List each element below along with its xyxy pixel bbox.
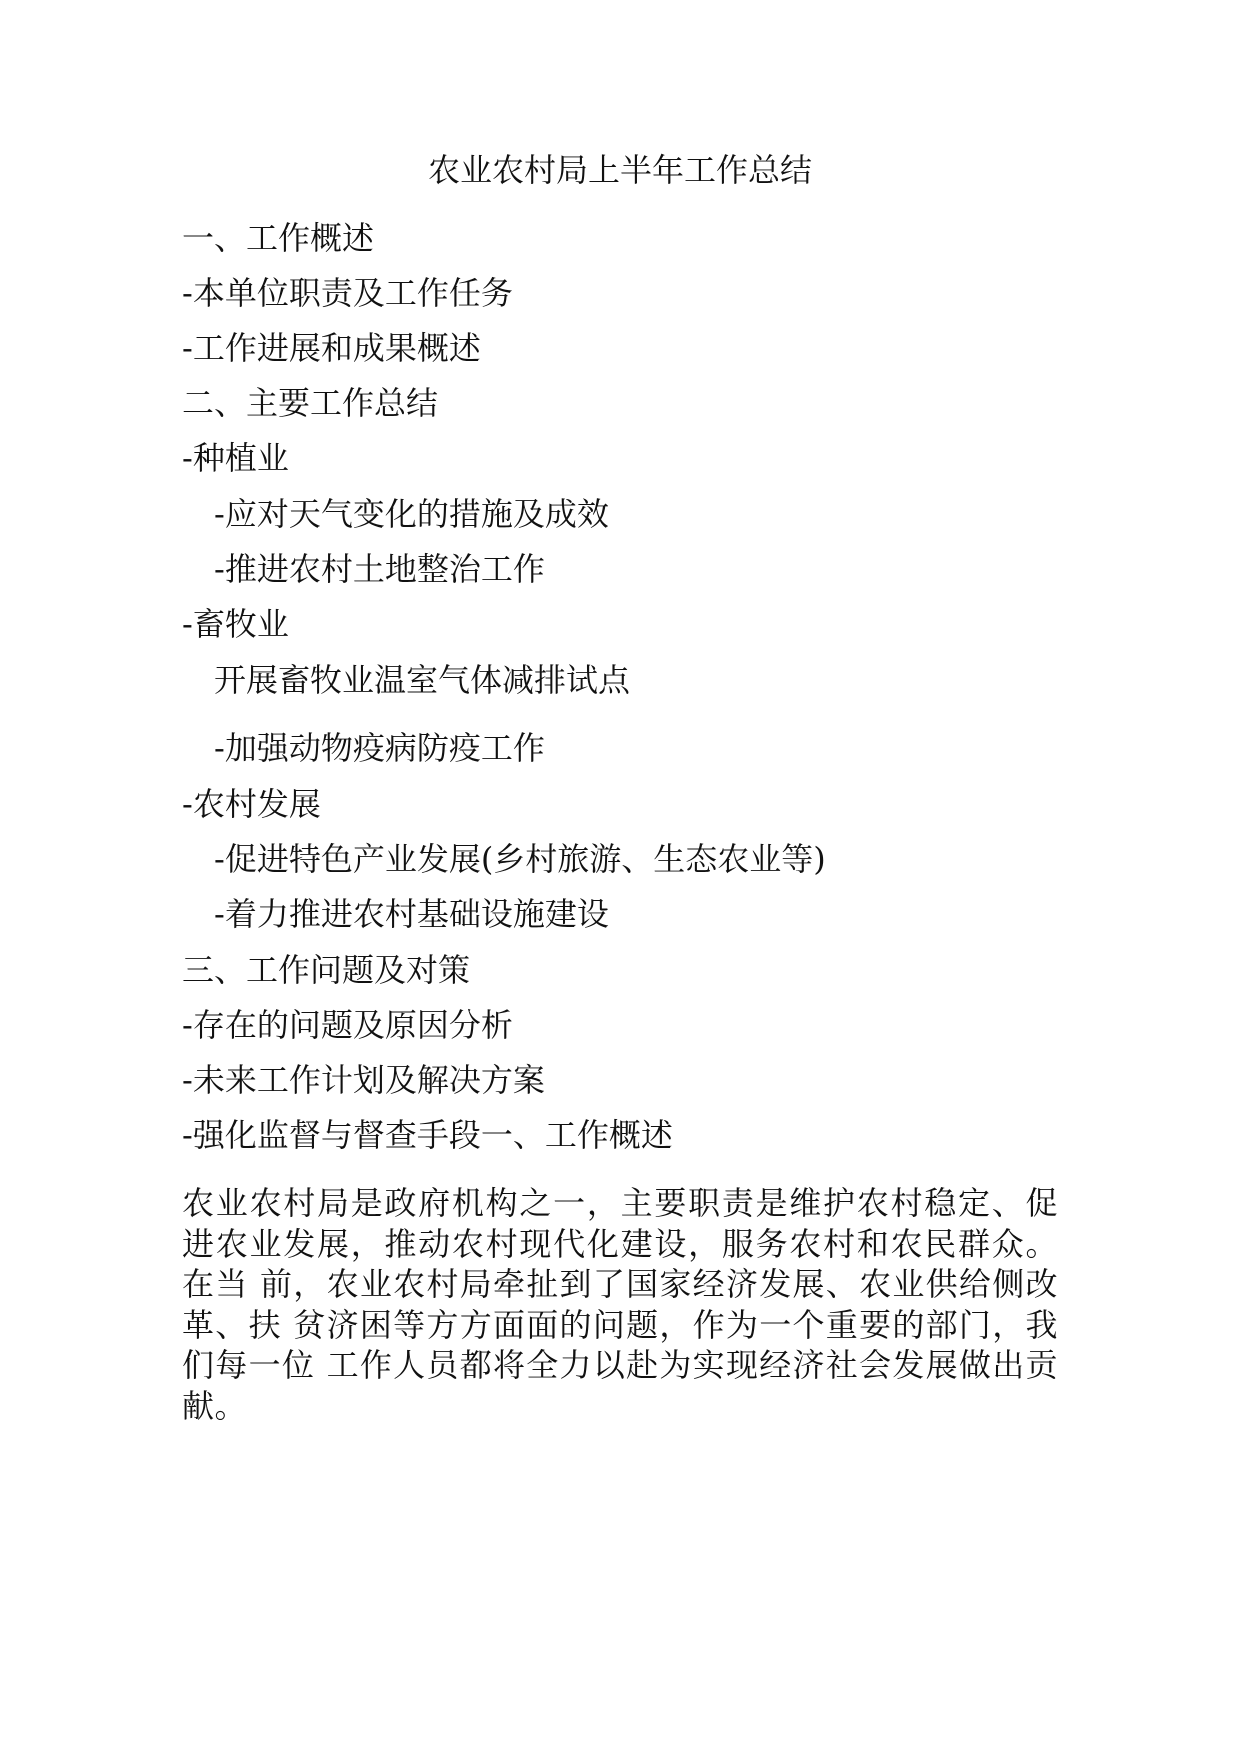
outline-item: -种植业: [182, 439, 289, 477]
outline-subitem: -促进特色产业发展(乡村旅游、生态农业等): [214, 840, 826, 878]
body-paragraph: 农业农村局是政府机构之一，主要职责是维护农村稳定、促进农业发展，推动农村现代化建设，服务农村和农民群众。在当 前，农业农村局牵扯到了国家经济发展、农业供给侧改革、扶 贫济困等方方面面的问题，作为一个重要的部门，我们每一位 工作人员都将全力以赴为实现经济社会发展做出贡献。: [182, 1184, 1058, 1425]
outline-item: -畜牧业: [182, 605, 289, 643]
outline-subitem: -应对天气变化的措施及成效: [214, 495, 609, 533]
outline-item: 三、工作问题及对策: [182, 951, 471, 989]
outline-item: 二、主要工作总结: [182, 384, 439, 422]
outline-subitem: -推进农村土地整治工作: [214, 550, 545, 588]
outline-item: 一、工作概述: [182, 219, 375, 257]
outline-subitem: 开展畜牧业温室气体减排试点: [214, 661, 631, 699]
outline-item: -未来工作计划及解决方案: [182, 1061, 545, 1099]
outline-item: -工作进展和成果概述: [182, 329, 481, 367]
outline-item: -农村发展: [182, 785, 321, 823]
outline-subitem: -着力推进农村基础设施建设: [214, 895, 609, 933]
document-title: 农业农村局上半年工作总结: [427, 151, 812, 189]
outline-item: -本单位职责及工作任务: [182, 274, 513, 312]
outline-item: -存在的问题及原因分析: [182, 1006, 513, 1044]
outline-subitem: -加强动物疫病防疫工作: [214, 729, 545, 767]
outline-item: -强化监督与督查手段一、工作概述: [182, 1116, 673, 1154]
